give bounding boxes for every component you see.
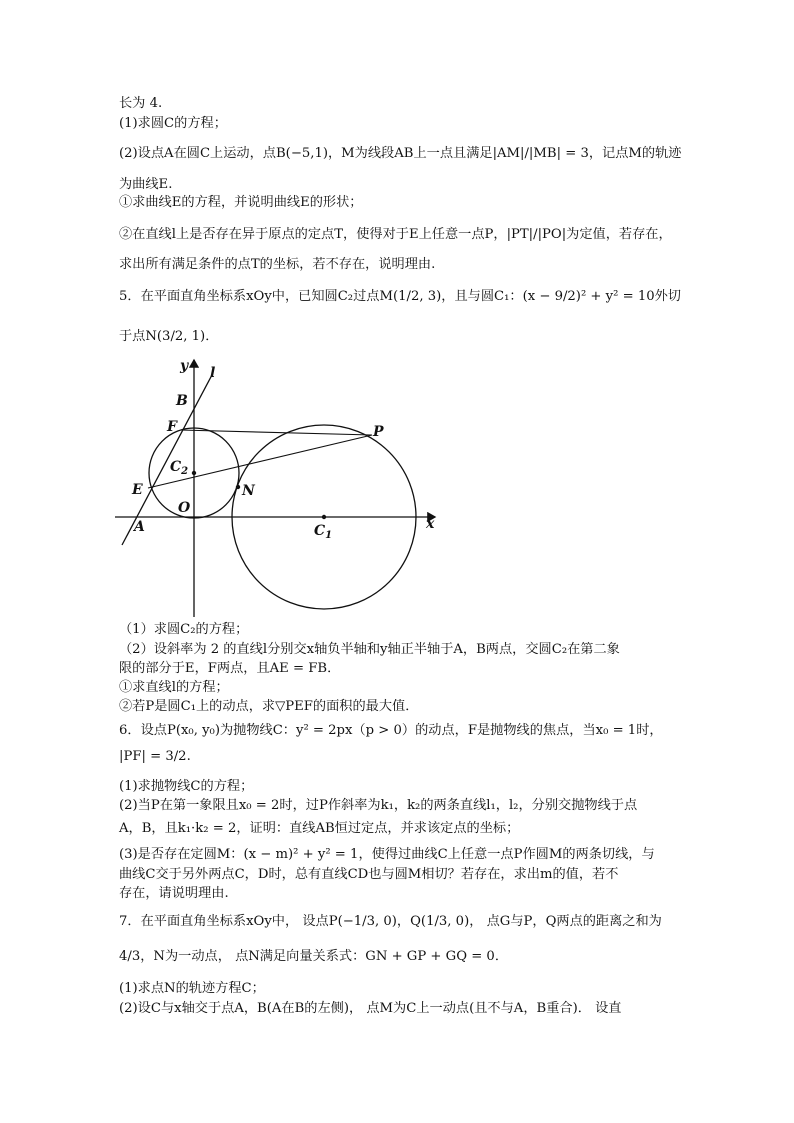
text-line: ①求曲线E的方程，并说明曲线E的形状； (119, 195, 363, 210)
point-c1 (322, 515, 326, 519)
label-n: N (242, 483, 255, 499)
label-x: x (426, 516, 435, 532)
text-line: (1)求点N的轨迹方程C； (119, 981, 265, 996)
label-y: y (180, 358, 189, 374)
point-c2 (192, 471, 196, 475)
label-e: E (132, 482, 143, 498)
text-line: 于点N(3/2, 1)． (119, 329, 219, 344)
segment-pf (180, 430, 372, 435)
text-line: ②若P是圆C₁上的动点，求▽PEF的面积的最大值． (119, 699, 419, 714)
text-line: （1）求圆C₂的方程； (119, 622, 249, 637)
point-n (236, 485, 240, 489)
label-l: l (210, 365, 216, 381)
label-b: B (176, 393, 188, 409)
problem-5-heading: 5．在平面直角坐标系xOy中，已知圆C₂过点M(1/2, 3)，且与圆C₁：(x − 9/2)² + y² = 10外切 (119, 289, 681, 304)
text-line: 曲线C交于另外两点C，D时，总有直线CD也与圆M相切？若存在，求出m的值，若不 (119, 867, 619, 882)
text-line: 长为 4. (119, 96, 163, 111)
text-line: ②在直线l上是否存在异于原点的定点T，使得对于E上任意一点P，|PT|/|PO|为定值，若存在， (119, 227, 672, 242)
text-line: (1)求抛物线C的方程； (119, 779, 254, 794)
text-line: 为曲线E. (119, 177, 173, 192)
text-line: A，B，且k₁·k₂ = 2，证明：直线AB恒过定点，并求该定点的坐标； (119, 821, 520, 836)
segment-pe (148, 435, 372, 488)
text-line: （2）设斜率为 2 的直线l分别交x轴负半轴和y轴正半轴于A，B两点，交圆C₂在第二象 (119, 642, 620, 657)
text-line: (2)设点A在圆C上运动，点B(−5,1)，M为线段AB上一点且满足|AM|/|MB| = 3，记点M的轨迹 (119, 146, 682, 161)
label-f: F (167, 419, 177, 435)
label-a: A (134, 519, 145, 535)
label-c1: $C_1$ (314, 523, 333, 541)
text-line: (1)求圆C的方程； (119, 116, 227, 131)
label-c2: $C_2$ (170, 459, 189, 477)
problem-7-heading: 7．在平面直角坐标系xOy中， 设点P(−1/3, 0)，Q(1/3, 0)， 点G与P，Q两点的距离之和为 (119, 914, 662, 929)
text-line: |PF| = 3/2. (119, 749, 191, 764)
text-line: 存在，请说明理由. (119, 886, 229, 901)
text-line: (3)是否存在定圆M：(x − m)² + y² = 1，使得过曲线C上任意一点P作圆M的两条切线，与 (119, 847, 655, 862)
geometry-figure (110, 355, 450, 620)
text-line: 4/3，N为一动点， 点N满足向量关系式：GN + GP + GQ = 0． (119, 949, 509, 964)
problem-6-heading: 6．设点P(x₀, y₀)为抛物线C：y² = 2px（p > 0）的动点，F是抛物线的焦点，当x₀ = 1时， (119, 723, 663, 738)
text-line: (2)设C与x轴交于点A，B(A在B的左侧)， 点M为C上一动点(且不与A，B重合)． 设直 (119, 1001, 622, 1016)
label-p: P (373, 424, 384, 440)
text-line: (2)当P在第一象限且x₀ = 2时，过P作斜率为k₁，k₂的两条直线l₁，l₂，分别交抛物线于点 (119, 798, 638, 813)
text-line: 限的部分于E，F两点，且AE = FB． (119, 661, 341, 676)
label-o: O (178, 500, 191, 516)
text-line: ①求直线l的方程； (119, 680, 229, 695)
text-line: 求出所有满足条件的点T的坐标，若不存在，说明理由. (119, 257, 436, 272)
